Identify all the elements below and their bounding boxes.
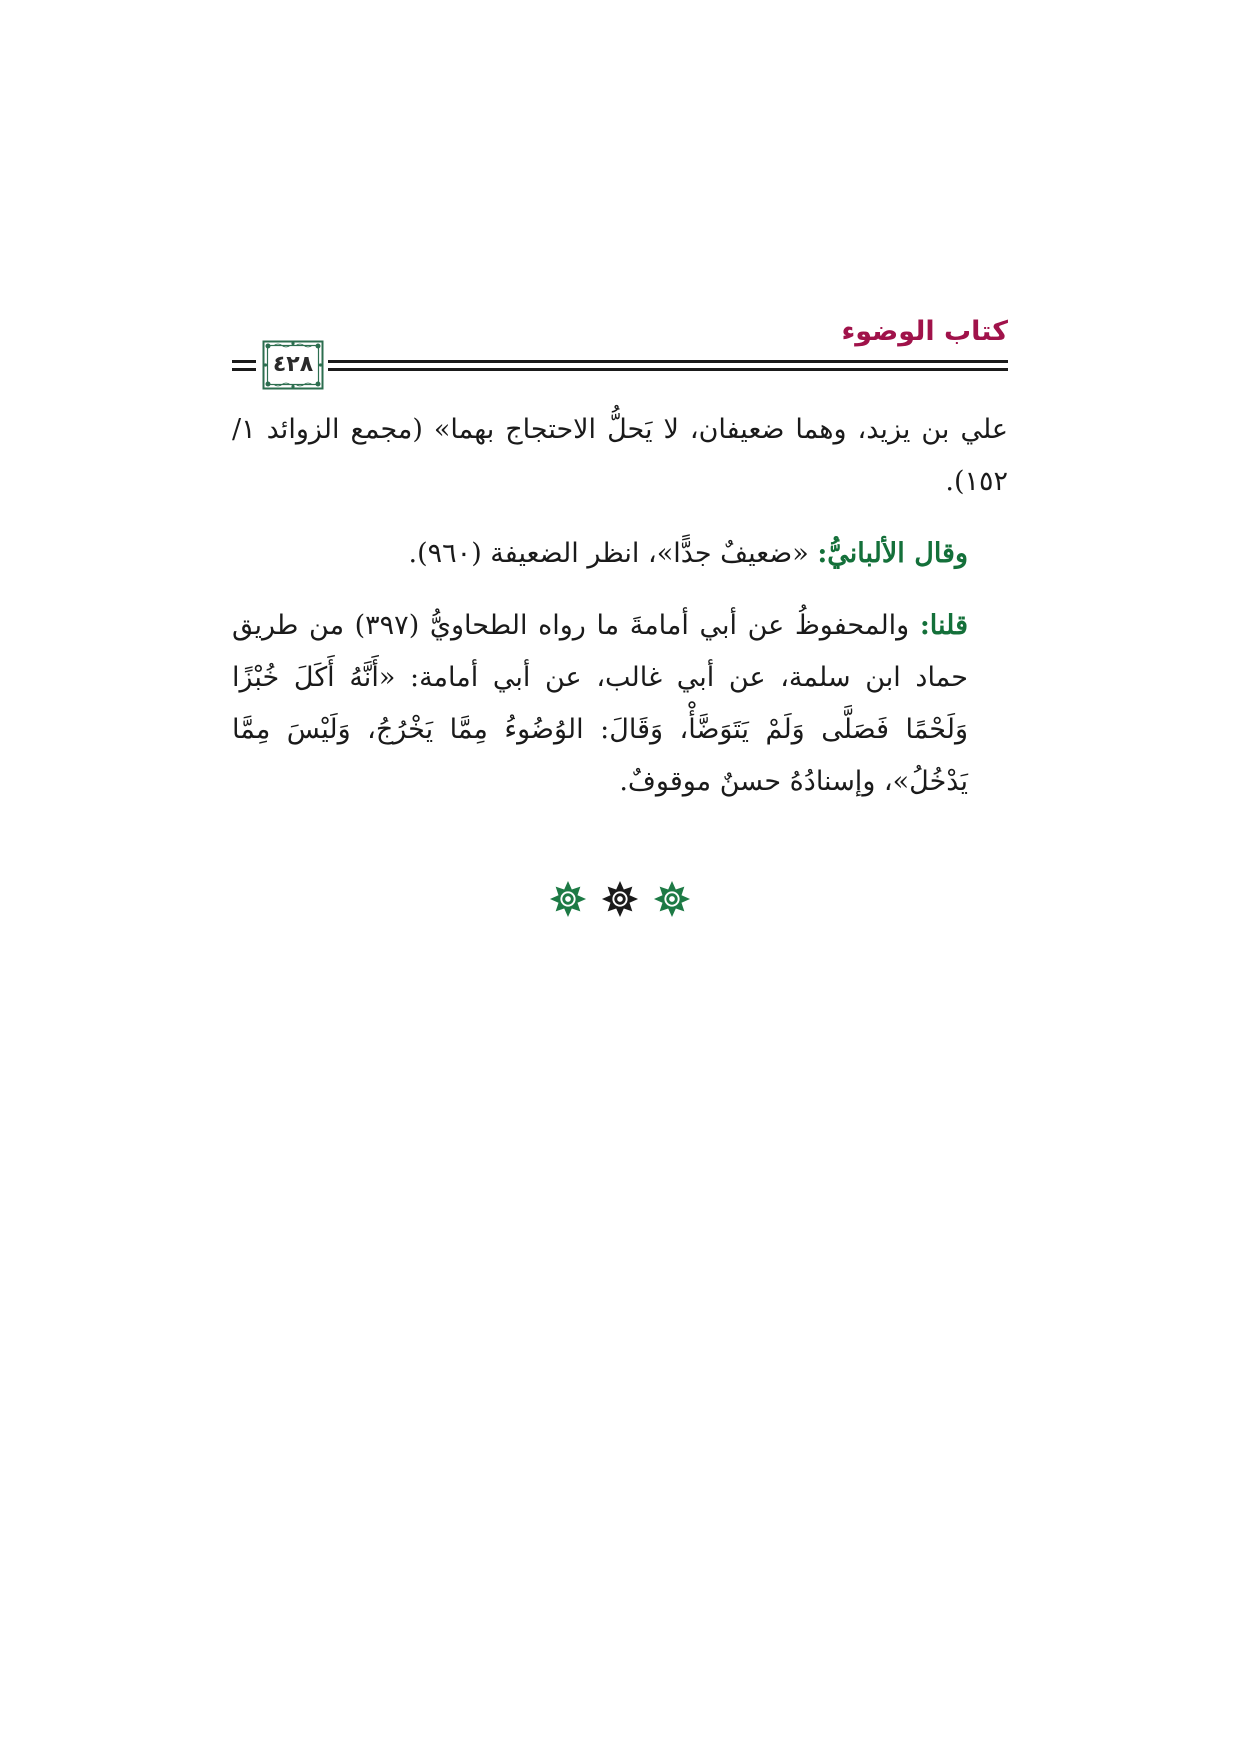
header-rule (328, 360, 1008, 374)
header-rule-short (232, 360, 256, 374)
page-number-badge (262, 340, 324, 390)
chapter-title: كتاب الوضوء (841, 316, 1008, 347)
page-body (232, 404, 1008, 808)
paragraph-continuation: علي بن يزيد، وهما ضعيفان، لا يَحلُّ الاحتجاج بهما» (مجمع الزوائد ١/ ١٥٢). (232, 414, 1008, 497)
paragraph-albani (232, 528, 1008, 580)
lead-word: وقال الألبانيُّ: (817, 538, 968, 569)
star-ornament-icon (653, 880, 691, 918)
page-header (232, 312, 1008, 392)
lead-word: قلنا: (919, 610, 968, 641)
paragraph-text: والمحفوظُ عن أبي أمامةَ ما رواه الطحاويُّ (٣٩٧) من طريق حماد ابن سلمة، عن أبي غالب، عن أبي أمامة: «أَنَّهُ أَكَلَ خُبْزًا وَلَحْمًا فَصَلَّى وَلَمْ يَتَوَضَّأْ، وَقَالَ: الوُضُوءُ مِمَّا يَخْرُجُ، وَلَيْسَ مِمَّا يَدْخُلُ»، وإسنادُهُ حسنٌ موقوفٌ. (232, 610, 968, 797)
star-ornament-icon (549, 880, 587, 918)
page-number: ٤٢٨ (272, 352, 314, 377)
paragraph-text: «ضعيفٌ جدًّا»، انظر الضعيفة (٩٦٠). (408, 538, 818, 569)
star-ornament-icon (601, 880, 639, 918)
section-end-ornaments (0, 880, 1240, 930)
paragraph-qulna (232, 600, 1008, 808)
